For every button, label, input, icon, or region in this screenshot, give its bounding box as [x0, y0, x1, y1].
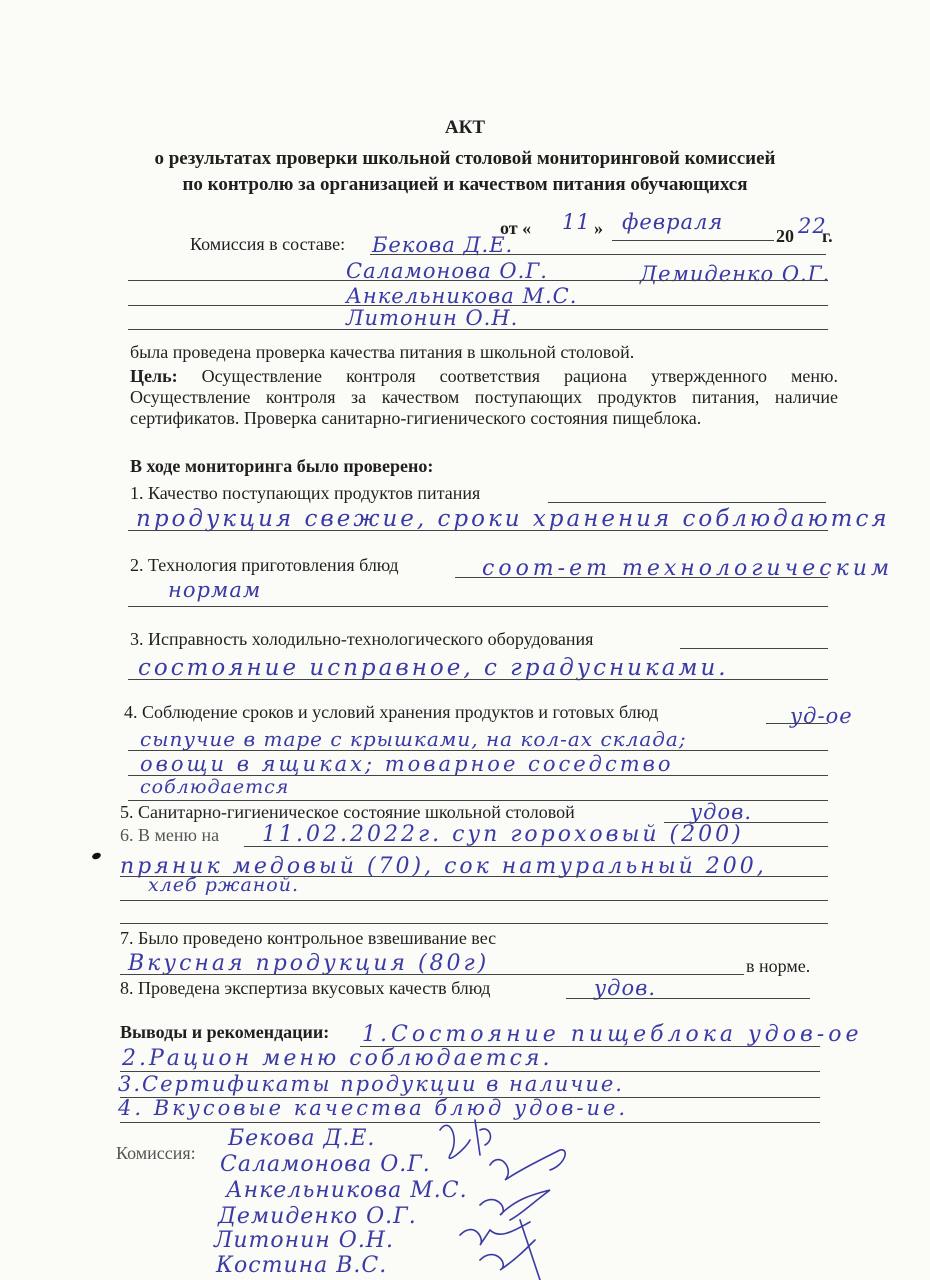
item-6-answer-3: хлеб ржаной.	[148, 874, 300, 896]
signature-stroke	[480, 1190, 550, 1220]
signature-scribbles	[420, 1110, 620, 1280]
goal-label: Цель:	[130, 366, 178, 386]
intro-text: была проведена проверка качества питания в школьной столовой.	[130, 342, 635, 362]
item-8-label: 8. Проведена экспертиза вкусовых качеств блюд	[120, 978, 491, 998]
conclusion-line: 4. Вкусовые качества блюд удов-ие.	[118, 1096, 629, 1120]
fill-line	[128, 280, 828, 281]
signature-stroke	[490, 1150, 565, 1180]
item-1-label: 1. Качество поступающих продуктов питания	[130, 483, 481, 503]
commission-label: Комиссия в составе:	[190, 234, 346, 254]
date-month: февраля	[622, 210, 724, 234]
item-4-answer-3: овощи в ящиках; товарное соседство	[140, 752, 674, 776]
date-month-line	[612, 240, 774, 241]
document-title: АКТ	[444, 117, 486, 138]
item-7-answer: Вкусная продукция (80г)	[128, 951, 490, 976]
signature-name: Бекова Д.Е.	[228, 1126, 376, 1151]
signature-name: Демиденко О.Г.	[218, 1204, 417, 1229]
item-4-answer-1: уд-ое	[790, 704, 853, 728]
item-7-suffix: в норме.	[746, 956, 811, 976]
signature-stroke	[475, 1120, 490, 1155]
fill-line	[120, 923, 828, 924]
signature-stroke	[480, 1220, 540, 1280]
goal-paragraph	[130, 366, 838, 429]
fill-line	[120, 974, 744, 975]
fill-line	[566, 998, 810, 999]
signature-stroke	[460, 1222, 530, 1245]
signature-name: Саламонова О.Г.	[220, 1152, 431, 1177]
conclusion-line: 3.Сертификаты продукции в наличие.	[118, 1072, 624, 1096]
date-close-quote: »	[594, 218, 603, 238]
signature-name: Костина В.С.	[216, 1253, 388, 1278]
item-6-answer-1: 11.02.2022г. суп гороховый (200)	[262, 822, 744, 847]
commission-member: Литонин О.Н.	[346, 306, 519, 330]
item-2-answer-2: нормам	[168, 578, 262, 602]
date-year-end: г.	[822, 226, 833, 246]
commission-member: Бекова Д.Е.	[372, 233, 514, 257]
item-6-label: 6. В меню на	[120, 825, 220, 845]
fill-line	[370, 254, 826, 255]
date-year-prefix: 20	[776, 226, 794, 246]
fill-line	[244, 846, 828, 847]
item-4-answer-2: сыпучие в таре с крышками, на кол-ах склада;	[140, 727, 687, 751]
date-year-suffix: 22	[798, 214, 827, 238]
item-2-answer-1: соот-ет технологическим	[482, 556, 894, 581]
fill-line	[128, 750, 828, 751]
commission-member: Анкельникова М.С.	[346, 284, 578, 308]
fill-line	[128, 530, 828, 531]
fill-line	[120, 900, 828, 901]
commission-member: Демиденко О.Г.	[640, 262, 831, 286]
item-3-answer: состояние исправное, с градусниками.	[138, 655, 729, 681]
conclusions-label: Выводы и рекомендации:	[120, 1022, 330, 1042]
ink-dot	[91, 852, 102, 861]
fill-line	[455, 577, 828, 578]
signature-stroke	[440, 1125, 470, 1158]
item-2-label: 2. Технология приготовления блюд	[130, 555, 399, 575]
conclusion-line: 2.Рацион меню соблюдается.	[122, 1046, 553, 1071]
fill-line	[128, 679, 828, 680]
item-5-answer: удов.	[690, 800, 753, 824]
item-4-answer-4: соблюдается	[140, 776, 290, 798]
date-day: 11	[562, 210, 591, 234]
signature-name: Анкельникова М.С.	[226, 1178, 468, 1203]
item-7-label: 7. Было проведено контрольное взвешивание вес	[120, 928, 497, 948]
signatures-label: Комиссия:	[116, 1143, 196, 1163]
item-5-label: 5. Санитарно-гигиеническое состояние школьной столовой	[120, 802, 575, 822]
fill-line	[548, 502, 826, 503]
item-1-answer: продукция свежие, сроки хранения соблюдаются	[136, 506, 890, 532]
fill-line	[128, 329, 828, 330]
item-3-label: 3. Исправность холодильно-технологического оборудования	[130, 629, 594, 649]
fill-line	[128, 606, 828, 607]
conclusion-line: 1.Состояние пищеблока удов-ое	[362, 1022, 863, 1047]
item-6-answer-2: пряник медовый (70), сок натуральный 200,	[120, 854, 767, 879]
item-8-answer: удов.	[594, 976, 657, 1000]
goal-text: Осуществление контроля соответствия рациона утвержденного меню. Осуществление контроля за качеством поступающих продуктов питания, наличие сертификатов. Проверка санитарно-гигиенического состояния пищеблока.	[130, 366, 838, 428]
fill-line	[766, 723, 828, 724]
date-prefix: от «	[500, 218, 532, 238]
document-subtitle-2: по контролю за организацией и качеством питания обучающихся	[182, 174, 748, 195]
commission-member: Саламонова О.Г.	[346, 259, 548, 283]
fill-line	[680, 648, 828, 649]
document-subtitle-1: о результатах проверки школьной столовой мониторинговой комиссией	[154, 148, 776, 169]
signature-name: Литонин О.Н.	[214, 1228, 394, 1253]
checked-heading: В ходе мониторинга было проверено:	[130, 456, 434, 476]
item-4-label: 4. Соблюдение сроков и условий хранения продуктов и готовых блюд	[124, 702, 659, 722]
